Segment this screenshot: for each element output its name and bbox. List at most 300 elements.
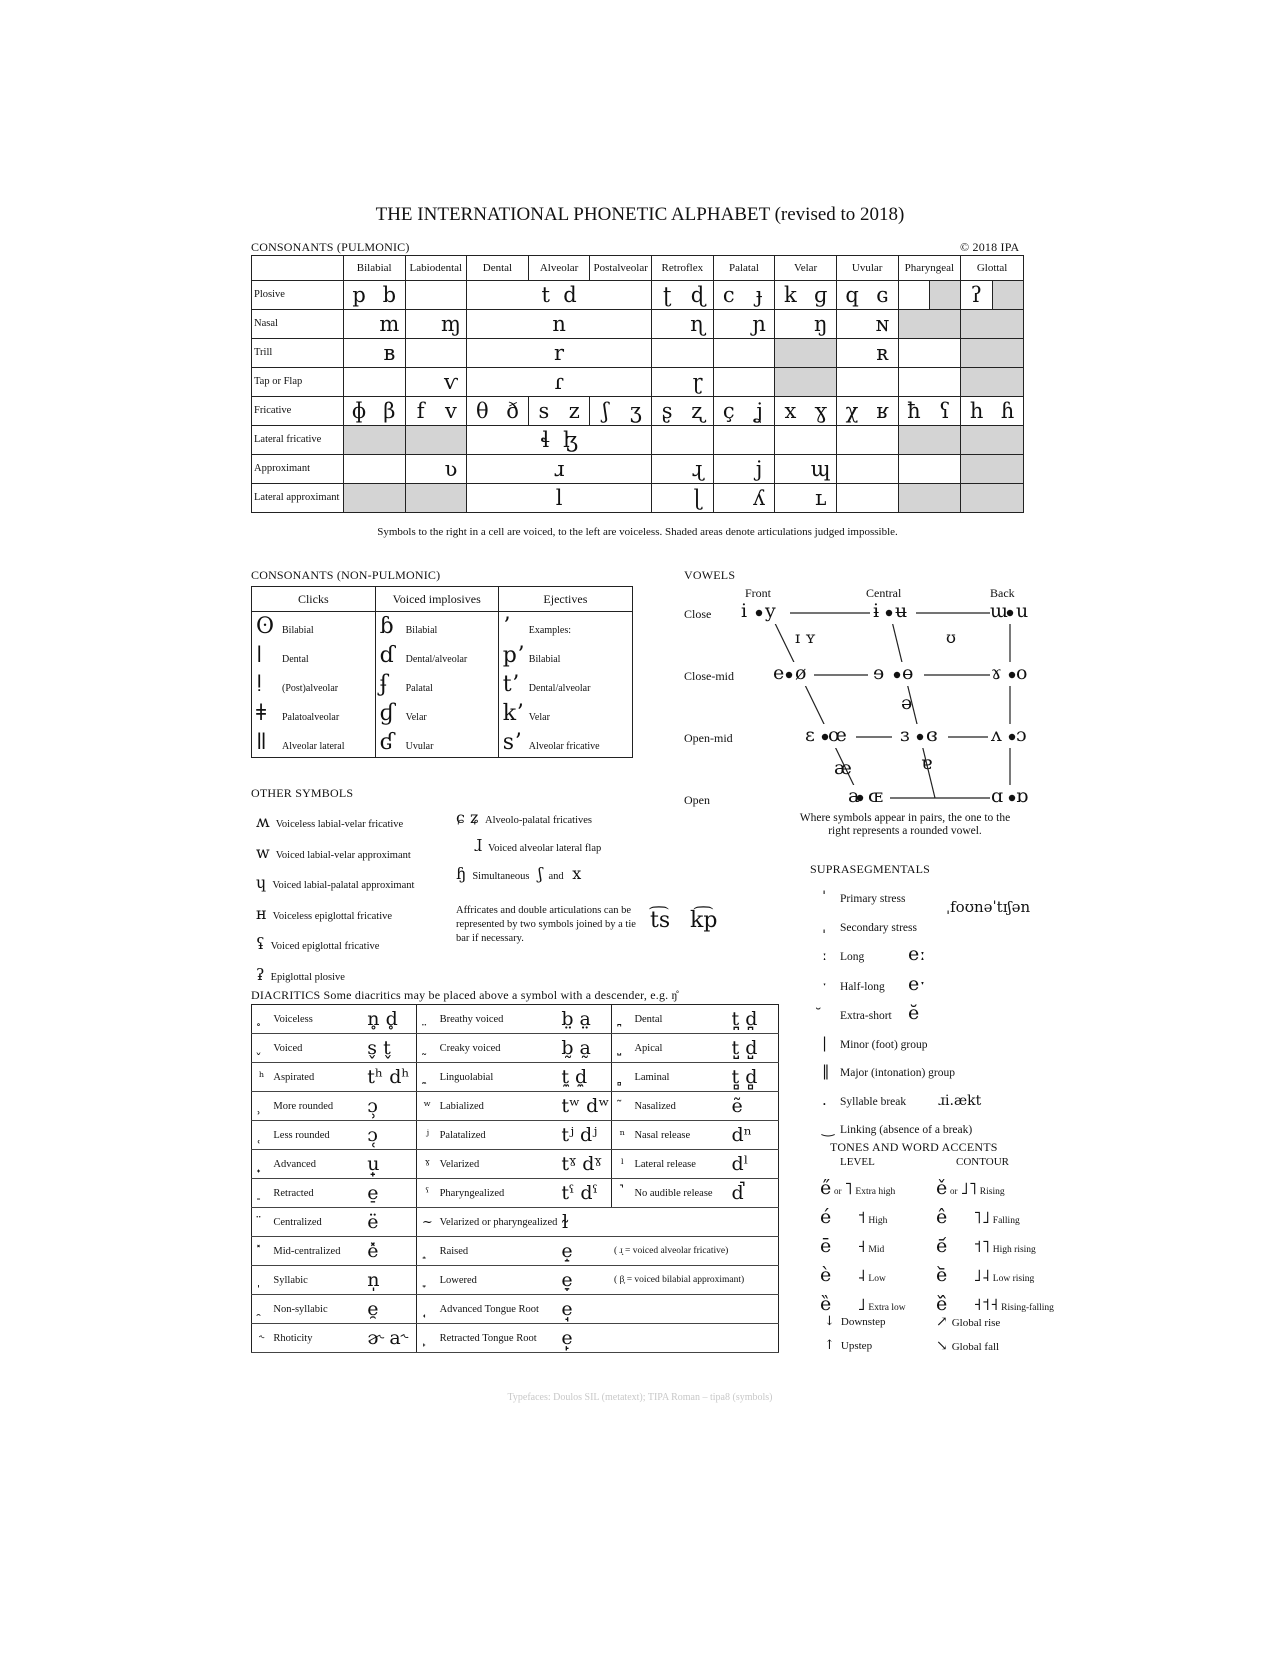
diacritic-mark bbox=[252, 1005, 272, 1034]
vowel-symbol: ɘ bbox=[873, 662, 885, 684]
diacritic-example: e̘ bbox=[559, 1295, 612, 1324]
ipa-symbol: ɓ bbox=[379, 614, 394, 639]
diacritic-example: b̰ a̰ bbox=[559, 1034, 612, 1063]
ipa-symbol: ʒ bbox=[621, 397, 652, 426]
tone-row bbox=[936, 1176, 1054, 1205]
diacritic-name: Voiceless bbox=[271, 1005, 365, 1034]
ipa-symbol: v bbox=[436, 397, 467, 426]
np-label: Bilabial bbox=[405, 625, 438, 636]
ipa-symbol: ˈ bbox=[822, 888, 827, 906]
diacritic-mark: ˠ bbox=[417, 1150, 438, 1179]
np-label: Bilabial bbox=[282, 625, 314, 636]
ipa-symbol: ǁ bbox=[256, 730, 267, 755]
diacritic-row bbox=[252, 1295, 779, 1324]
ipa-symbol: ɣ bbox=[806, 397, 837, 426]
vowel-central-label: Central bbox=[866, 586, 902, 600]
supra-label: Half-long bbox=[840, 980, 885, 993]
diacritic-mark bbox=[252, 1266, 272, 1295]
diacritic-example: ɔ̜ bbox=[365, 1121, 416, 1150]
tone-bar: ˧ bbox=[857, 1237, 866, 1257]
diacritic-example: t̼ d̼ bbox=[559, 1063, 612, 1092]
ipa-symbol: ɱ bbox=[436, 310, 467, 339]
tone-row bbox=[820, 1234, 906, 1263]
diacritic-example: e̠ bbox=[365, 1179, 416, 1208]
tone-bar: ˥ bbox=[844, 1179, 853, 1199]
other-item bbox=[256, 808, 414, 839]
tone-label: Low rising bbox=[992, 1274, 1035, 1284]
ipa-symbol: ‖ bbox=[822, 1062, 830, 1080]
supra-label: Linking (absence of a break) bbox=[840, 1124, 973, 1136]
row-nasal bbox=[252, 310, 1024, 339]
diacritic-note bbox=[612, 1208, 779, 1237]
vowel-symbol: ɜ bbox=[900, 724, 910, 746]
ipa-symbol: ‿ bbox=[822, 1119, 835, 1137]
tone-row bbox=[936, 1263, 1054, 1292]
ipa-symbol: β bbox=[374, 397, 405, 426]
diacritic-name: Advanced Tongue Root bbox=[438, 1295, 560, 1324]
tone-label: Extra high bbox=[855, 1187, 896, 1197]
np-row bbox=[252, 612, 633, 642]
ipa-symbol: ɥ bbox=[256, 873, 267, 892]
ipa-symbol: ɰ bbox=[806, 455, 837, 484]
vowel-symbol: ɶ bbox=[868, 785, 884, 807]
diacritic-example: tʲ dʲ bbox=[559, 1121, 612, 1150]
nonpulmonic-table bbox=[251, 586, 633, 758]
col-bilabial: Bilabial bbox=[343, 256, 405, 281]
ipa-symbol: ŋ bbox=[806, 310, 837, 339]
ipa-symbol bbox=[822, 1001, 840, 1028]
diacritic-note bbox=[612, 1324, 779, 1353]
supra-item bbox=[822, 913, 981, 942]
diacritic-mark bbox=[252, 1237, 272, 1266]
diacritic-example: e̝ bbox=[559, 1237, 612, 1266]
other-item bbox=[256, 839, 414, 870]
diacritic-mark bbox=[417, 1324, 438, 1353]
np-label: Palatoalveolar bbox=[282, 712, 340, 723]
corner-cell bbox=[252, 256, 344, 281]
vowel-symbol: ɨ bbox=[873, 600, 880, 622]
other-label: Voiced labial-velar approximant bbox=[275, 849, 411, 861]
tone-bar: ˩˨ bbox=[973, 1266, 991, 1286]
diacritic-row bbox=[252, 1266, 779, 1295]
row-lateral-approximant bbox=[252, 484, 1024, 513]
supra-heading: SUPRASEGMENTALS bbox=[810, 862, 931, 876]
ipa-symbol: m bbox=[374, 310, 405, 339]
diacritic-mark bbox=[252, 1179, 272, 1208]
diacritic-mark bbox=[417, 1295, 438, 1324]
tone-row bbox=[820, 1263, 906, 1292]
ipa-symbol: ʂ bbox=[652, 397, 683, 426]
rise-arrow-icon: ↗ bbox=[936, 1314, 948, 1330]
vowel-symbol: ʌ bbox=[991, 724, 1002, 746]
diacritic-example: ẽ bbox=[730, 1092, 779, 1121]
np-label: Velar bbox=[528, 712, 550, 723]
ipa-symbol: r bbox=[467, 339, 652, 368]
ipa-symbol: c bbox=[713, 281, 744, 310]
ipa-symbol: ɟ bbox=[744, 281, 775, 310]
diacritic-mark bbox=[417, 1034, 438, 1063]
ipa-symbol: ð bbox=[497, 397, 528, 426]
supra-label: Extra-short bbox=[840, 1010, 892, 1022]
diacritic-mark bbox=[252, 1295, 272, 1324]
diacritic-mark: ~ bbox=[417, 1208, 438, 1237]
supra-list bbox=[822, 884, 981, 1144]
ipa-symbol: l bbox=[467, 484, 652, 513]
ipa-symbol: ʘ bbox=[256, 614, 275, 639]
col-alveolar: Alveolar bbox=[528, 256, 590, 281]
vowel-symbol: ø bbox=[795, 662, 807, 684]
col-postalveolar: Postalveolar bbox=[590, 256, 652, 281]
ipa-symbol: ʙ bbox=[374, 339, 405, 368]
ipa-symbol: ɽ bbox=[682, 368, 713, 397]
diacritic-mark: ˞ bbox=[252, 1324, 272, 1353]
col-labiodental: Labiodental bbox=[405, 256, 467, 281]
ipa-symbol: ɖ bbox=[682, 281, 713, 310]
globalrise-item bbox=[936, 1314, 1000, 1330]
row-lateral-fricative bbox=[252, 426, 1024, 455]
ipa-symbol: k͡p bbox=[690, 908, 718, 933]
diacritic-example: ë bbox=[365, 1208, 416, 1237]
ipa-symbol: p bbox=[343, 281, 374, 310]
diacritic-row bbox=[252, 1063, 779, 1092]
np-label: Examples: bbox=[528, 625, 572, 636]
diacritic-name: Velarized or pharyngealized bbox=[438, 1208, 560, 1237]
row-label: Nasal bbox=[252, 310, 344, 339]
row-label: Fricative bbox=[252, 397, 344, 426]
np-label: Uvular bbox=[405, 741, 434, 752]
diacritic-row bbox=[252, 1121, 779, 1150]
diacritic-row bbox=[252, 1150, 779, 1179]
ipa-example: ɹi.ækt bbox=[938, 1092, 982, 1109]
up-arrow-icon: ↑ bbox=[824, 1338, 835, 1353]
ipa-symbol: ʡ bbox=[256, 964, 265, 984]
diacritic-mark bbox=[252, 1121, 272, 1150]
diacritic-name: Lowered bbox=[438, 1266, 560, 1295]
ipa-symbol: ʀ bbox=[867, 339, 898, 368]
ipa-symbol: ɴ bbox=[867, 310, 898, 339]
tone-row bbox=[936, 1234, 1054, 1263]
ipa-symbol: ɢ bbox=[867, 281, 898, 310]
supra-item bbox=[822, 1000, 981, 1030]
ipa-symbol: ʼ bbox=[502, 614, 510, 639]
diacritic-example: b̤ a̤ bbox=[559, 1005, 612, 1034]
diacritic-mark bbox=[252, 1092, 272, 1121]
other-label: Voiced labial-palatal approximant bbox=[272, 880, 415, 891]
vowel-symbol: ɤ bbox=[991, 662, 1002, 684]
diacritic-name: More rounded bbox=[271, 1092, 365, 1121]
row-label: Tap or Flap bbox=[252, 368, 344, 397]
ipa-symbol: ʕ bbox=[929, 397, 960, 426]
diacritic-name: Centralized bbox=[271, 1208, 365, 1237]
diacritic-mark bbox=[252, 1150, 272, 1179]
diacritic-example: tʷ dʷ bbox=[559, 1092, 612, 1121]
row-fricative bbox=[252, 397, 1024, 426]
vowel-symbol: ʉ bbox=[895, 600, 908, 622]
ipa-symbol: e᷄ bbox=[936, 1235, 948, 1257]
np-row bbox=[252, 699, 633, 728]
supra-item bbox=[822, 941, 981, 971]
ipa-symbol: w bbox=[256, 842, 270, 862]
ipa-symbol: ʋ bbox=[436, 455, 467, 484]
other-item bbox=[456, 864, 587, 883]
tone-bar: ˥˩ bbox=[973, 1208, 991, 1228]
tone-label: High rising bbox=[992, 1245, 1036, 1255]
diacritic-example: ɔ̹ bbox=[365, 1092, 416, 1121]
vowel-symbol: e bbox=[773, 662, 785, 684]
diacritic-mark bbox=[417, 1237, 438, 1266]
np-label: Palatal bbox=[405, 683, 433, 694]
diacritic-mark bbox=[612, 1005, 632, 1034]
row-label: Lateral approximant bbox=[252, 484, 344, 513]
vowel-close-label: Close bbox=[684, 607, 712, 621]
diacritic-name: Syllabic bbox=[271, 1266, 365, 1295]
ipa-symbol: pʼ bbox=[502, 643, 524, 668]
ipa-symbol: ē bbox=[820, 1235, 832, 1257]
diacritic-mark bbox=[612, 1092, 632, 1121]
ipa-symbol: ɻ bbox=[682, 455, 713, 484]
ipa-symbol: χ bbox=[836, 397, 867, 426]
diacritic-example: tˤ dˤ bbox=[559, 1179, 612, 1208]
ipa-symbol: ˌ bbox=[822, 916, 827, 935]
ipa-symbol: b bbox=[374, 281, 405, 310]
other-label: Alveolo-palatal fricatives bbox=[485, 815, 593, 826]
vowel-symbol: ɒ bbox=[1016, 785, 1029, 807]
tone-label: Low bbox=[868, 1274, 886, 1284]
ipa-example: ĕ bbox=[908, 1002, 920, 1024]
ipa-symbol: ʎ bbox=[744, 484, 775, 513]
nonpulmonic-heading: CONSONANTS (NON-PULMONIC) bbox=[251, 568, 441, 582]
vowel-symbol: u bbox=[1016, 600, 1029, 622]
diacritic-name: Pharyngealized bbox=[438, 1179, 560, 1208]
ipa-symbol: j bbox=[744, 455, 775, 484]
tone-bar: ˩˥ bbox=[960, 1179, 978, 1199]
vowel-symbol: ɐ bbox=[921, 752, 933, 774]
diacritic-example: e̙ bbox=[559, 1324, 612, 1353]
ipa-symbol: k bbox=[775, 281, 806, 310]
np-row bbox=[252, 728, 633, 758]
ipa-symbol: ɦ bbox=[992, 397, 1023, 426]
other-item bbox=[256, 930, 414, 961]
diacritic-example: d̚ bbox=[730, 1179, 779, 1208]
supra-item bbox=[822, 1030, 981, 1059]
ipa-symbol: ⱱ bbox=[436, 368, 467, 397]
vowel-symbol: o bbox=[1016, 662, 1028, 684]
header-implosives: Voiced implosives bbox=[375, 587, 498, 612]
ipa-symbol: ǀ bbox=[256, 643, 263, 668]
vowel-symbol: ɑ bbox=[991, 785, 1004, 807]
supra-label: Syllable break bbox=[840, 1095, 907, 1108]
supra-label: Minor (foot) group bbox=[840, 1038, 928, 1051]
diacritic-name: Apical bbox=[632, 1034, 729, 1063]
ipa-symbol: n bbox=[467, 310, 652, 339]
other-label: and bbox=[548, 871, 564, 882]
diacritic-note bbox=[612, 1295, 779, 1324]
diacritic-name: No audible release bbox=[632, 1179, 729, 1208]
tone-row bbox=[936, 1205, 1054, 1234]
tone-label: Rising-falling bbox=[1001, 1303, 1054, 1313]
ipa-symbol: e᷈ bbox=[936, 1293, 948, 1315]
ipa-symbol: ɗ bbox=[379, 643, 395, 668]
diacritic-name: Linguolabial bbox=[438, 1063, 560, 1092]
vowel-back-label: Back bbox=[990, 586, 1015, 600]
ipa-symbol: sʼ bbox=[502, 730, 522, 755]
diacritic-mark: ˤ bbox=[417, 1179, 438, 1208]
ipa-symbol: ê bbox=[936, 1206, 948, 1228]
np-row bbox=[252, 641, 633, 670]
ipa-symbol: ȅ bbox=[820, 1293, 832, 1315]
diacritic-example: dⁿ bbox=[730, 1121, 779, 1150]
diacritic-example: tˠ dˠ bbox=[559, 1150, 612, 1179]
supra-item bbox=[822, 1087, 981, 1116]
ipa-symbol: ʍ bbox=[256, 812, 270, 831]
ipa-symbol: ʢ bbox=[256, 934, 265, 953]
tone-label: Mid bbox=[868, 1245, 885, 1255]
ipa-symbol: ʛ bbox=[379, 730, 395, 755]
row-trill bbox=[252, 339, 1024, 368]
globalfall-item bbox=[936, 1338, 999, 1354]
ipa-symbol: é bbox=[820, 1206, 832, 1228]
diacritic-note: ( ɹ̝ = voiced alveolar fricative) bbox=[612, 1237, 779, 1266]
diacritic-mark bbox=[612, 1179, 632, 1208]
row-tap bbox=[252, 368, 1024, 397]
diacritic-example: t̻ d̻ bbox=[730, 1063, 779, 1092]
diacritic-example: n̩ bbox=[365, 1266, 416, 1295]
ipa-symbol: ħ bbox=[898, 397, 929, 426]
ipa-symbol: ɲ bbox=[744, 310, 775, 339]
tone-row bbox=[820, 1205, 906, 1234]
diacritic-mark bbox=[252, 1034, 272, 1063]
tones-heading: TONES AND WORD ACCENTS bbox=[830, 1140, 998, 1154]
ipa-symbol: ʄ bbox=[379, 672, 388, 697]
vowel-symbol: ɵ bbox=[902, 662, 914, 684]
diacritic-mark: ⁿ bbox=[612, 1121, 632, 1150]
vowel-note: Where symbols appear in pairs, the one to the right represents a rounded vowel. bbox=[799, 812, 1011, 837]
diacritic-name: Velarized bbox=[438, 1150, 560, 1179]
level-label: LEVEL bbox=[840, 1156, 875, 1168]
diacritic-name: Nasalized bbox=[632, 1092, 729, 1121]
diacritic-row bbox=[252, 1092, 779, 1121]
vowel-symbol: ɪ ʏ bbox=[795, 628, 816, 647]
ipa-symbol: tʼ bbox=[502, 672, 519, 697]
diacritic-name: Voiced bbox=[271, 1034, 365, 1063]
supra-item bbox=[822, 971, 981, 1001]
ipa-symbol: . bbox=[822, 1090, 827, 1109]
vowel-symbol: a bbox=[848, 785, 860, 807]
contour-label: CONTOUR bbox=[956, 1156, 1009, 1168]
other-item bbox=[456, 808, 592, 827]
ipa-symbol: t d bbox=[467, 281, 652, 310]
pulmonic-table bbox=[251, 255, 1024, 513]
other-left-list bbox=[256, 808, 414, 991]
ipa-symbol: ç bbox=[713, 397, 744, 426]
supra-label: Long bbox=[840, 951, 865, 963]
tone-bar: ˦˥ bbox=[973, 1237, 991, 1257]
diacritic-name: Breathy voiced bbox=[438, 1005, 560, 1034]
diacritic-mark bbox=[252, 1208, 272, 1237]
diacritic-name: Rhoticity bbox=[271, 1324, 365, 1353]
ipa-symbol: ʜ bbox=[256, 903, 267, 923]
tone-label: Rising bbox=[979, 1187, 1005, 1197]
ipa-symbol: ɾ bbox=[467, 368, 652, 397]
np-label: Velar bbox=[405, 712, 427, 723]
ipa-symbol: ɺ bbox=[474, 836, 483, 855]
ipa-symbol: ɭ bbox=[682, 484, 713, 513]
tone-label: Extra low bbox=[868, 1303, 906, 1313]
pulmonic-heading: CONSONANTS (PULMONIC) bbox=[251, 240, 410, 254]
or-label: or bbox=[950, 1186, 958, 1196]
np-row bbox=[252, 670, 633, 699]
other-item bbox=[256, 961, 414, 992]
col-retroflex: Retroflex bbox=[652, 256, 714, 281]
or-label: or bbox=[834, 1186, 842, 1196]
ipa-symbol: z bbox=[559, 397, 590, 426]
supra-label: Major (intonation) group bbox=[840, 1067, 955, 1079]
tone-label: High bbox=[868, 1216, 888, 1226]
ipa-symbol: ʈ bbox=[652, 281, 683, 310]
diacritic-name: Raised bbox=[438, 1237, 560, 1266]
contour-tones bbox=[936, 1176, 1054, 1321]
other-item bbox=[256, 900, 414, 931]
ipa-symbol: e̋ bbox=[820, 1177, 832, 1199]
ipa-example: eˑ bbox=[908, 972, 926, 995]
vowel-symbol: ɯ bbox=[990, 600, 1009, 622]
vowel-trapezoid bbox=[740, 598, 1040, 808]
ipa-symbol: kʼ bbox=[502, 701, 524, 726]
col-pharyngeal: Pharyngeal bbox=[898, 256, 961, 281]
row-approximant bbox=[252, 455, 1024, 484]
ipa-symbol: | bbox=[822, 1033, 828, 1052]
diacritic-example: e̽ bbox=[365, 1237, 416, 1266]
ipa-symbol: ʔ bbox=[961, 281, 992, 310]
diacritic-mark: ʲ bbox=[417, 1121, 438, 1150]
globalfall-label: Global fall bbox=[951, 1341, 1000, 1353]
ipa-symbol: ɬ ɮ bbox=[467, 426, 652, 455]
diacritic-name: Retracted bbox=[271, 1179, 365, 1208]
vowel-openmid-label: Open-mid bbox=[684, 731, 733, 745]
diacritic-example: u̟ bbox=[365, 1150, 416, 1179]
row-label: Trill bbox=[252, 339, 344, 368]
col-dental: Dental bbox=[467, 256, 529, 281]
diacritic-example: tʰ dʰ bbox=[365, 1063, 416, 1092]
upstep-item bbox=[824, 1338, 872, 1353]
np-label: Dental/alveolar bbox=[528, 683, 591, 694]
row-label: Approximant bbox=[252, 455, 344, 484]
supra-item bbox=[822, 1058, 981, 1087]
tone-bar: ˦ bbox=[857, 1208, 866, 1228]
diacritic-mark: ʷ bbox=[417, 1092, 438, 1121]
ipa-symbol: ɳ bbox=[682, 310, 713, 339]
other-label: Voiceless labial-velar fricative bbox=[275, 819, 404, 830]
diacritic-mark bbox=[417, 1266, 438, 1295]
vowel-symbol: ʊ bbox=[946, 628, 956, 647]
vowel-symbol: ɛ bbox=[805, 724, 815, 746]
diacritic-row bbox=[252, 1179, 779, 1208]
vowel-symbol: ɔ bbox=[1016, 724, 1027, 746]
col-velar: Velar bbox=[775, 256, 837, 281]
diacritic-example: ɚ a˞ bbox=[365, 1324, 416, 1353]
diacritic-name: Creaky voiced bbox=[438, 1034, 560, 1063]
diacritic-row bbox=[252, 1005, 779, 1034]
vowel-symbol: ɞ bbox=[926, 724, 938, 746]
diacritic-name: Aspirated bbox=[271, 1063, 365, 1092]
affricate-note: Affricates and double articulations can be represented by two symbols joined by a tie bar if necessary. bbox=[456, 905, 636, 944]
diacritic-example: s̬ t̬ bbox=[365, 1034, 416, 1063]
np-label: Dental bbox=[282, 654, 309, 665]
diacritic-mark: ˡ bbox=[612, 1150, 632, 1179]
tone-bar: ˧˦˧ bbox=[973, 1295, 999, 1315]
upstep-label: Upstep bbox=[840, 1340, 873, 1352]
diacritic-name: Laminal bbox=[632, 1063, 729, 1092]
